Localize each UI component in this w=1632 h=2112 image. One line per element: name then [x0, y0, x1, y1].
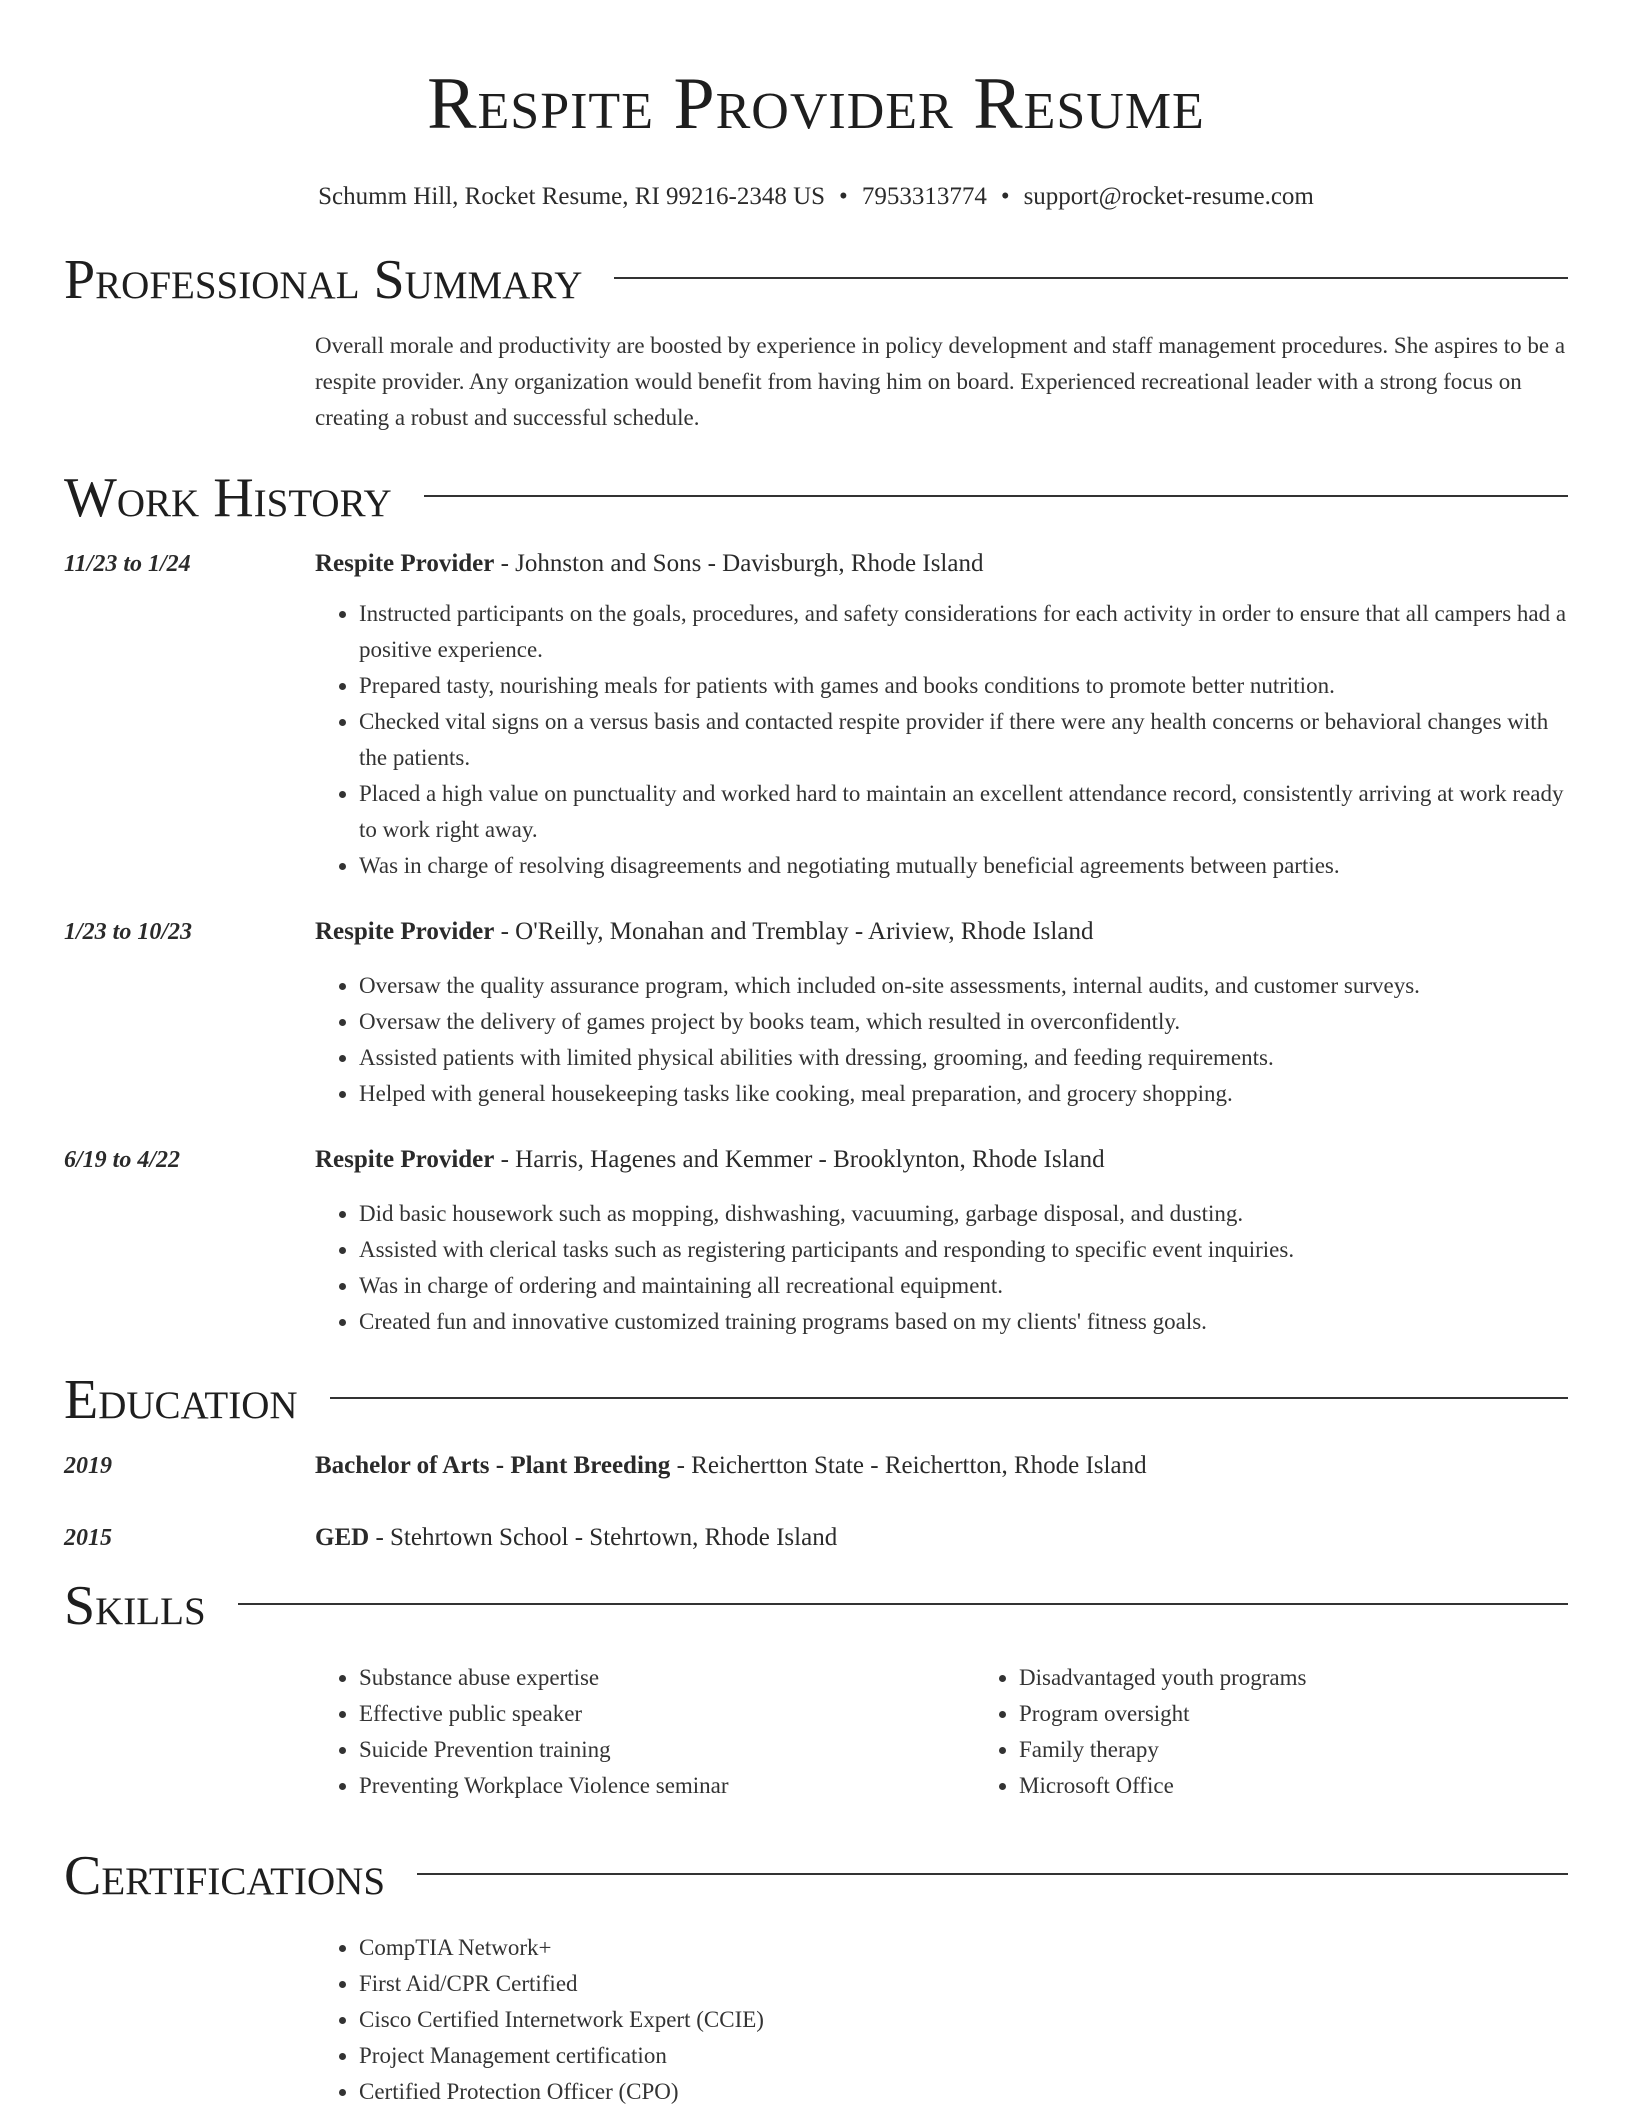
list-item: • Oversaw the quality assurance program, which included on-site assessments, internal audits, and customer surveys. [359, 968, 1568, 1004]
job-entry [64, 548, 1568, 884]
contact-email: support@rocket-resume.com [1023, 183, 1314, 210]
section-divider [417, 1873, 1568, 1875]
section-divider [614, 277, 1568, 279]
education-year: 2019 [64, 1453, 112, 1479]
list-item: • Prepared tasty, nourishing meals for patients with games and books conditions to promote better nutrition. [359, 668, 1568, 704]
work-heading: Work History [64, 467, 392, 529]
certification-item: • Certified Protection Officer (CPO) [359, 2074, 1568, 2110]
education-heading-line [315, 1522, 1568, 1554]
list-item: • Created fun and innovative customized training programs based on my clients' fitness goals. [359, 1304, 1568, 1340]
skills-list-right [975, 1660, 1632, 1804]
skill-item: • Disadvantaged youth programs [1019, 1660, 1632, 1696]
job-bullets [315, 1196, 1568, 1340]
certifications-list [315, 1930, 1568, 2110]
list-item: • Placed a high value on punctuality and worked hard to maintain an excellent attendance record, consistently arriving at work ready to work right away. [359, 776, 1568, 848]
certification-item: • CompTIA Network+ [359, 1930, 1568, 1966]
job-bullets [315, 968, 1568, 1112]
skill-item: • Program oversight [1019, 1696, 1632, 1732]
skill-item: • Preventing Workplace Violence seminar [359, 1768, 975, 1804]
job-details: - Harris, Hagenes and Kemmer - Brooklynton, Rhode Island [494, 1146, 1105, 1173]
summary-heading: Professional Summary [64, 249, 583, 311]
resume-title: Respite Provider Resume [427, 63, 1205, 145]
skill-item: • Suicide Prevention training [359, 1732, 975, 1768]
certifications-heading: Certifications [64, 1845, 386, 1907]
education-degree: GED [315, 1524, 370, 1551]
education-details: - Reichertton State - Reichertton, Rhode Island [670, 1452, 1147, 1479]
certification-item: • Cisco Certified Internetwork Expert (CCIE) [359, 2002, 1568, 2038]
section-divider [424, 495, 1568, 497]
job-title: Respite Provider [315, 550, 495, 577]
job-entry [64, 916, 1568, 1112]
contact-separator: • [1000, 183, 1010, 210]
certifications-bullets [315, 1930, 1568, 2110]
skills-list-left [315, 1660, 975, 1804]
contact-phone: 7953313774 [861, 183, 987, 210]
job-details: - O'Reilly, Monahan and Tremblay - Ariview, Rhode Island [494, 918, 1094, 945]
skill-item: • Substance abuse expertise [359, 1660, 975, 1696]
section-divider [238, 1603, 1568, 1605]
work-section-header [64, 466, 1568, 530]
education-details: - Stehrtown School - Stehrtown, Rhode Island [369, 1524, 838, 1551]
list-item: • Did basic housework such as mopping, dishwashing, vacuuming, garbage disposal, and dusting. [359, 1196, 1568, 1232]
skills-section-header [64, 1574, 1568, 1638]
list-item: • Was in charge of ordering and maintaining all recreational equipment. [359, 1268, 1568, 1304]
education-year: 2015 [64, 1525, 112, 1551]
job-dates: 11/23 to 1/24 [64, 551, 191, 577]
job-dates: 1/23 to 10/23 [64, 919, 193, 945]
certification-item: • Project Management certification [359, 2038, 1568, 2074]
list-item: • Oversaw the delivery of games project by books team, which resulted in overconfidently. [359, 1004, 1568, 1040]
list-item: • Was in charge of resolving disagreements and negotiating mutually beneficial agreements between parties. [359, 848, 1568, 884]
education-section-header [64, 1368, 1568, 1432]
education-degree: Bachelor of Arts - Plant Breeding [315, 1452, 671, 1479]
summary-section-header [64, 248, 1568, 312]
skills-heading: Skills [64, 1575, 206, 1637]
certification-item: • First Aid/CPR Certified [359, 1966, 1568, 2002]
skill-item: • Microsoft Office [1019, 1768, 1632, 1804]
job-bullets [315, 596, 1568, 884]
job-heading [315, 916, 1568, 948]
skills-grid [315, 1660, 1568, 1804]
list-item: • Helped with general housekeeping tasks like cooking, meal preparation, and grocery shopping. [359, 1076, 1568, 1112]
list-item: • Instructed participants on the goals, procedures, and safety considerations for each activity in order to ensure that all campers had a positive experience. [359, 596, 1568, 668]
job-title: Respite Provider [315, 918, 495, 945]
skill-item: • Family therapy [1019, 1732, 1632, 1768]
job-heading [315, 1144, 1568, 1176]
contact-separator: • [839, 183, 848, 210]
job-dates: 6/19 to 4/22 [64, 1147, 181, 1173]
contact-address: Schumm Hill, Rocket Resume, RI 99216-2348 US [318, 183, 826, 210]
skill-item: • Effective public speaker [359, 1696, 975, 1732]
job-heading [315, 548, 1568, 580]
job-title: Respite Provider [315, 1146, 495, 1173]
list-item: • Assisted patients with limited physical abilities with dressing, grooming, and feeding requirements. [359, 1040, 1568, 1076]
section-divider [330, 1397, 1568, 1399]
education-heading-line [315, 1450, 1568, 1482]
education-heading: Education [64, 1369, 298, 1431]
list-item: • Checked vital signs on a versus basis and contacted respite provider if there were any health concerns or behavioral changes with the patients. [359, 704, 1568, 776]
job-entry [64, 1144, 1568, 1340]
summary-text: Overall morale and productivity are boosted by experience in policy development and staff management procedures. She aspires to be a respite provider. Any organization would benefit from having him on board. Experienced recreational leader with a strong focus on creating a robust and successful schedule. [315, 333, 1566, 430]
list-item: • Assisted with clerical tasks such as registering participants and responding to specific event inquiries. [359, 1232, 1568, 1268]
contact-line [64, 182, 1568, 212]
certifications-section-header [64, 1844, 1568, 1908]
education-entry [64, 1522, 1568, 1554]
education-entry [64, 1450, 1568, 1482]
job-details: - Johnston and Sons - Davisburgh, Rhode Island [494, 550, 984, 577]
